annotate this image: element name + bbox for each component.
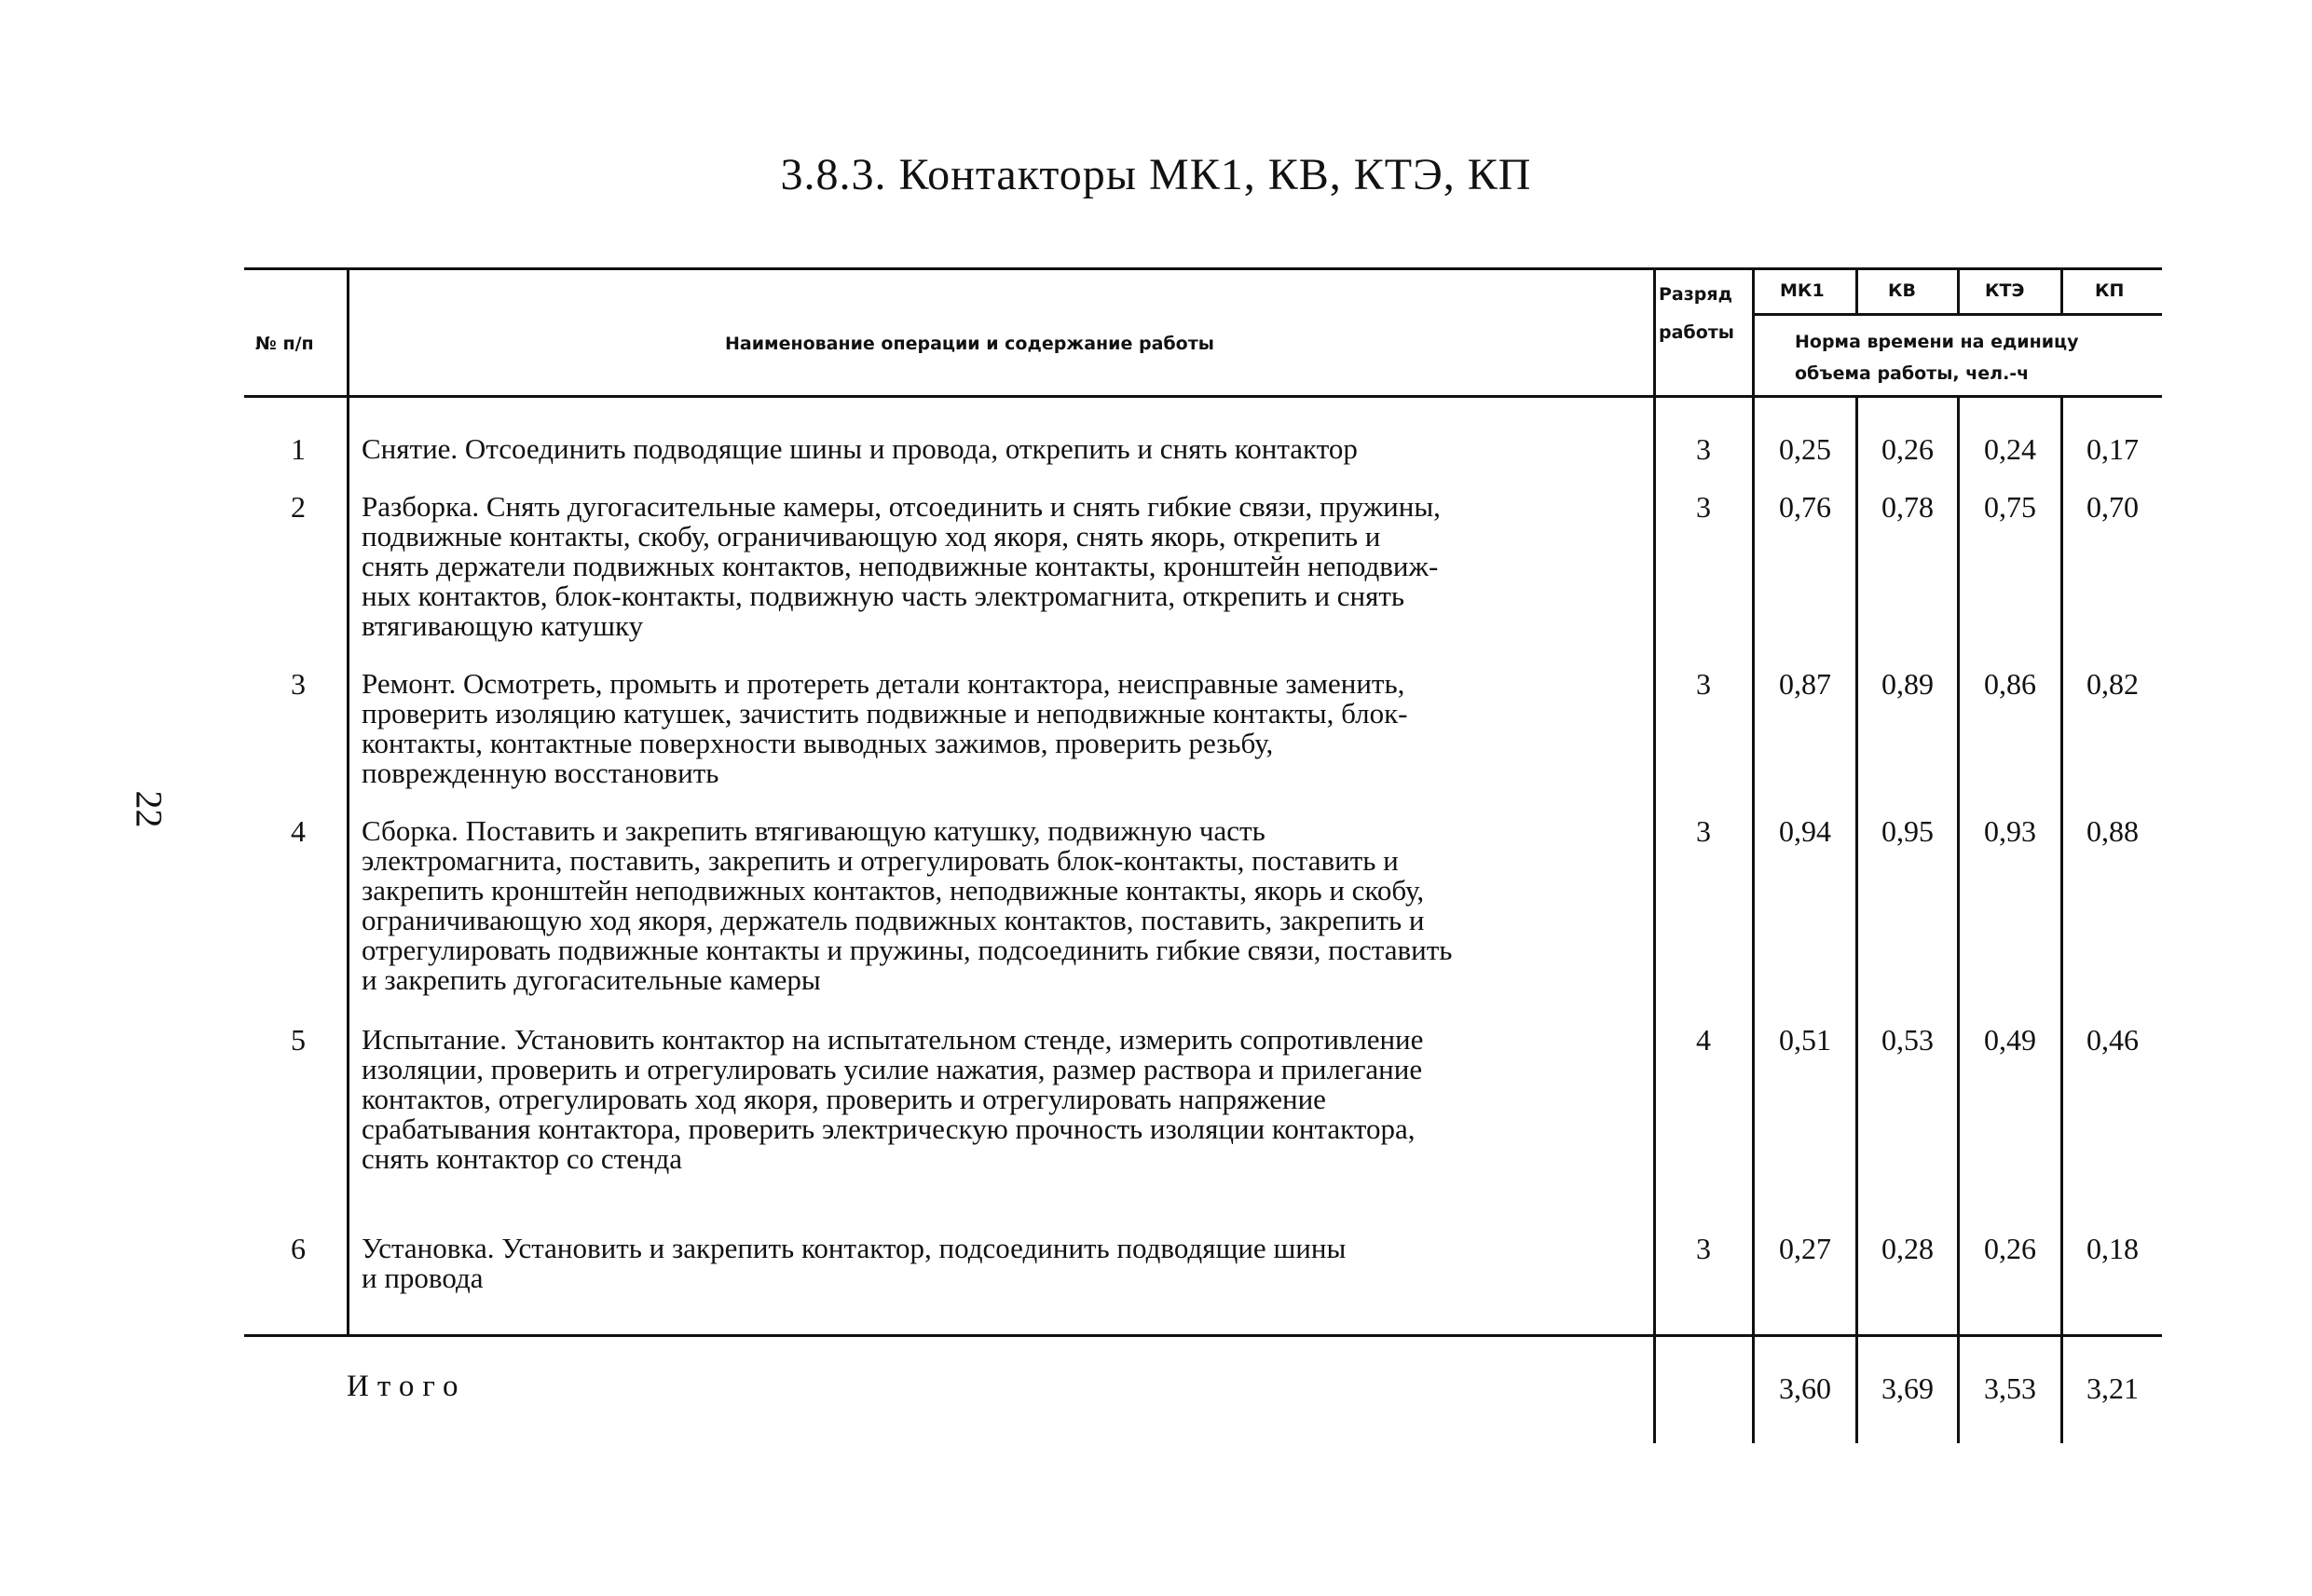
header-model-mk1: МК1: [1780, 280, 1825, 301]
row-4-line-5: отрегулировать подвижные контакты и пружины, подсоединить гибкие связи, поставить: [362, 934, 1453, 966]
header-norm-line1: Норма времени на единицу: [1795, 332, 2079, 352]
row-6-grade: 3: [1696, 1232, 1711, 1265]
row-3-num: 3: [291, 667, 306, 701]
col-rule-operation: [1653, 267, 1656, 1443]
row-5-description: [362, 1025, 1648, 1174]
header-norm-line2: объема работы, чел.-ч: [1795, 363, 2030, 384]
row-3-line-3: контакты, контактные поверхности выводных зажимов, проверить резьбу,: [362, 727, 1274, 759]
row-2-grade: 3: [1696, 490, 1711, 524]
page-number: 22: [128, 790, 171, 828]
row-6-kv: 0,28: [1881, 1232, 1934, 1265]
row-5-num: 5: [291, 1023, 306, 1057]
row-5-kte: 0,49: [1984, 1023, 2036, 1057]
row-4-line-3: закрепить кронштейн неподвижных контактов, неподвижные контакты, якорь и скобу,: [362, 874, 1425, 907]
row-6-num: 6: [291, 1232, 306, 1265]
col-rule-num: [347, 267, 349, 1334]
header-grade-line2: работы: [1659, 322, 1734, 343]
row-2-mk1: 0,76: [1779, 490, 1831, 524]
row-6-kte: 0,26: [1984, 1232, 2036, 1265]
row-1-kp: 0,17: [2086, 432, 2139, 466]
page-title: 3.8.3. Контакторы МК1, КВ, КТЭ, КП: [780, 150, 1532, 199]
row-1-mk1: 0,25: [1779, 432, 1831, 466]
row-4-line-2: электромагнита, поставить, закрепить и отрегулировать блок-контакты, поставить и: [362, 844, 1399, 877]
col-rule-mk1-body: [1855, 395, 1858, 1443]
row-3-line-4: поврежденную восстановить: [362, 757, 719, 789]
header-grade-line1: Разряд: [1659, 284, 1732, 305]
row-1-grade: 3: [1696, 432, 1711, 466]
row-4-kte: 0,93: [1984, 814, 2036, 848]
row-2-line-5: втягивающую катушку: [362, 609, 644, 642]
row-1-kte: 0,24: [1984, 432, 2036, 466]
row-2-description: [362, 492, 1648, 641]
row-6-kp: 0,18: [2086, 1232, 2139, 1265]
row-3-mk1: 0,87: [1779, 667, 1831, 701]
header-num: № п/п: [255, 334, 314, 354]
row-2-line-2: подвижные контакты, скобу, ограничивающую ход якоря, снять якорь, открепить и: [362, 520, 1381, 552]
row-3-kp: 0,82: [2086, 667, 2139, 701]
total-label: Итого: [347, 1370, 467, 1403]
models-header-rule: [1752, 313, 2162, 316]
row-1-num: 1: [291, 432, 306, 466]
row-3-kte: 0,86: [1984, 667, 2036, 701]
row-4-kv: 0,95: [1881, 814, 1934, 848]
row-6-description: [362, 1234, 1648, 1293]
row-2-kte: 0,75: [1984, 490, 2036, 524]
col-rule-mk1: [1855, 267, 1858, 313]
row-5-grade: 4: [1696, 1023, 1711, 1057]
row-1-description: [362, 434, 1648, 464]
row-2-line-1: Разборка. Снять дугогасительные камеры, отсоединить и снять гибкие связи, пружины,: [362, 490, 1441, 523]
row-5-line-1: Испытание. Установить контактор на испытательном стенде, измерить сопротивление: [362, 1023, 1424, 1056]
row-3-kv: 0,89: [1881, 667, 1934, 701]
row-5-kv: 0,53: [1881, 1023, 1934, 1057]
row-5-line-4: срабатывания контактора, проверить электрическую прочность изоляции контактора,: [362, 1112, 1416, 1145]
row-5-line-2: изоляции, проверить и отрегулировать усилие нажатия, размер раствора и прилегание: [362, 1053, 1423, 1085]
row-2-kv: 0,78: [1881, 490, 1934, 524]
col-rule-kte-body: [2060, 395, 2063, 1443]
header-model-kte: КТЭ: [1985, 280, 2025, 301]
row-3-grade: 3: [1696, 667, 1711, 701]
row-2-num: 2: [291, 490, 306, 524]
row-4-mk1: 0,94: [1779, 814, 1831, 848]
row-5-line-3: контактов, отрегулировать ход якоря, проверить и отрегулировать напряжение: [362, 1083, 1326, 1115]
row-6-mk1: 0,27: [1779, 1232, 1831, 1265]
col-rule-kte: [2060, 267, 2063, 313]
row-3-line-1: Ремонт. Осмотреть, промыть и протереть детали контактора, неисправные заменить,: [362, 667, 1405, 700]
total-kp: 3,21: [2086, 1371, 2139, 1405]
header-model-kv: КВ: [1888, 280, 1917, 301]
row-2-kp: 0,70: [2086, 490, 2139, 524]
header-operation: Наименование операции и содержание работы: [725, 334, 1214, 354]
row-1-line-1: Снятие. Отсоединить подводящие шины и провода, открепить и снять контактор: [362, 432, 1358, 465]
total-mk1: 3,60: [1779, 1371, 1831, 1405]
row-4-line-1: Сборка. Поставить и закрепить втягивающую катушку, подвижную часть: [362, 814, 1265, 847]
row-4-kp: 0,88: [2086, 814, 2139, 848]
table-top-rule: [244, 267, 2162, 270]
total-kte: 3,53: [1984, 1371, 2036, 1405]
row-1-kv: 0,26: [1881, 432, 1934, 466]
row-2-line-4: ных контактов, блок-контакты, подвижную часть электромагнита, открепить и снять: [362, 580, 1405, 612]
row-4-description: [362, 816, 1648, 995]
col-rule-kv: [1957, 267, 1960, 313]
header-model-kp: КП: [2095, 280, 2125, 301]
row-4-line-6: и закрепить дугогасительные камеры: [362, 963, 821, 996]
row-4-grade: 3: [1696, 814, 1711, 848]
col-rule-grade: [1752, 267, 1755, 1443]
row-4-num: 4: [291, 814, 306, 848]
table-body-bottom-rule: [244, 1334, 2162, 1337]
row-3-line-2: проверить изоляцию катушек, зачистить подвижные и неподвижные контакты, блок-: [362, 697, 1408, 730]
col-rule-kv-body: [1957, 395, 1960, 1443]
row-6-line-1: Установка. Установить и закрепить контактор, подсоединить подводящие шины: [362, 1232, 1347, 1264]
table-header-bottom-rule: [244, 395, 2162, 398]
row-5-kp: 0,46: [2086, 1023, 2139, 1057]
row-5-mk1: 0,51: [1779, 1023, 1831, 1057]
row-6-line-2: и провода: [362, 1262, 484, 1294]
row-3-description: [362, 669, 1648, 788]
total-kv: 3,69: [1881, 1371, 1934, 1405]
row-2-line-3: снять держатели подвижных контактов, неподвижные контакты, кронштейн неподвиж-: [362, 550, 1439, 582]
row-5-line-5: снять контактор со стенда: [362, 1142, 683, 1175]
row-4-line-4: ограничивающую ход якоря, держатель подвижных контактов, поставить, закрепить и: [362, 904, 1425, 936]
